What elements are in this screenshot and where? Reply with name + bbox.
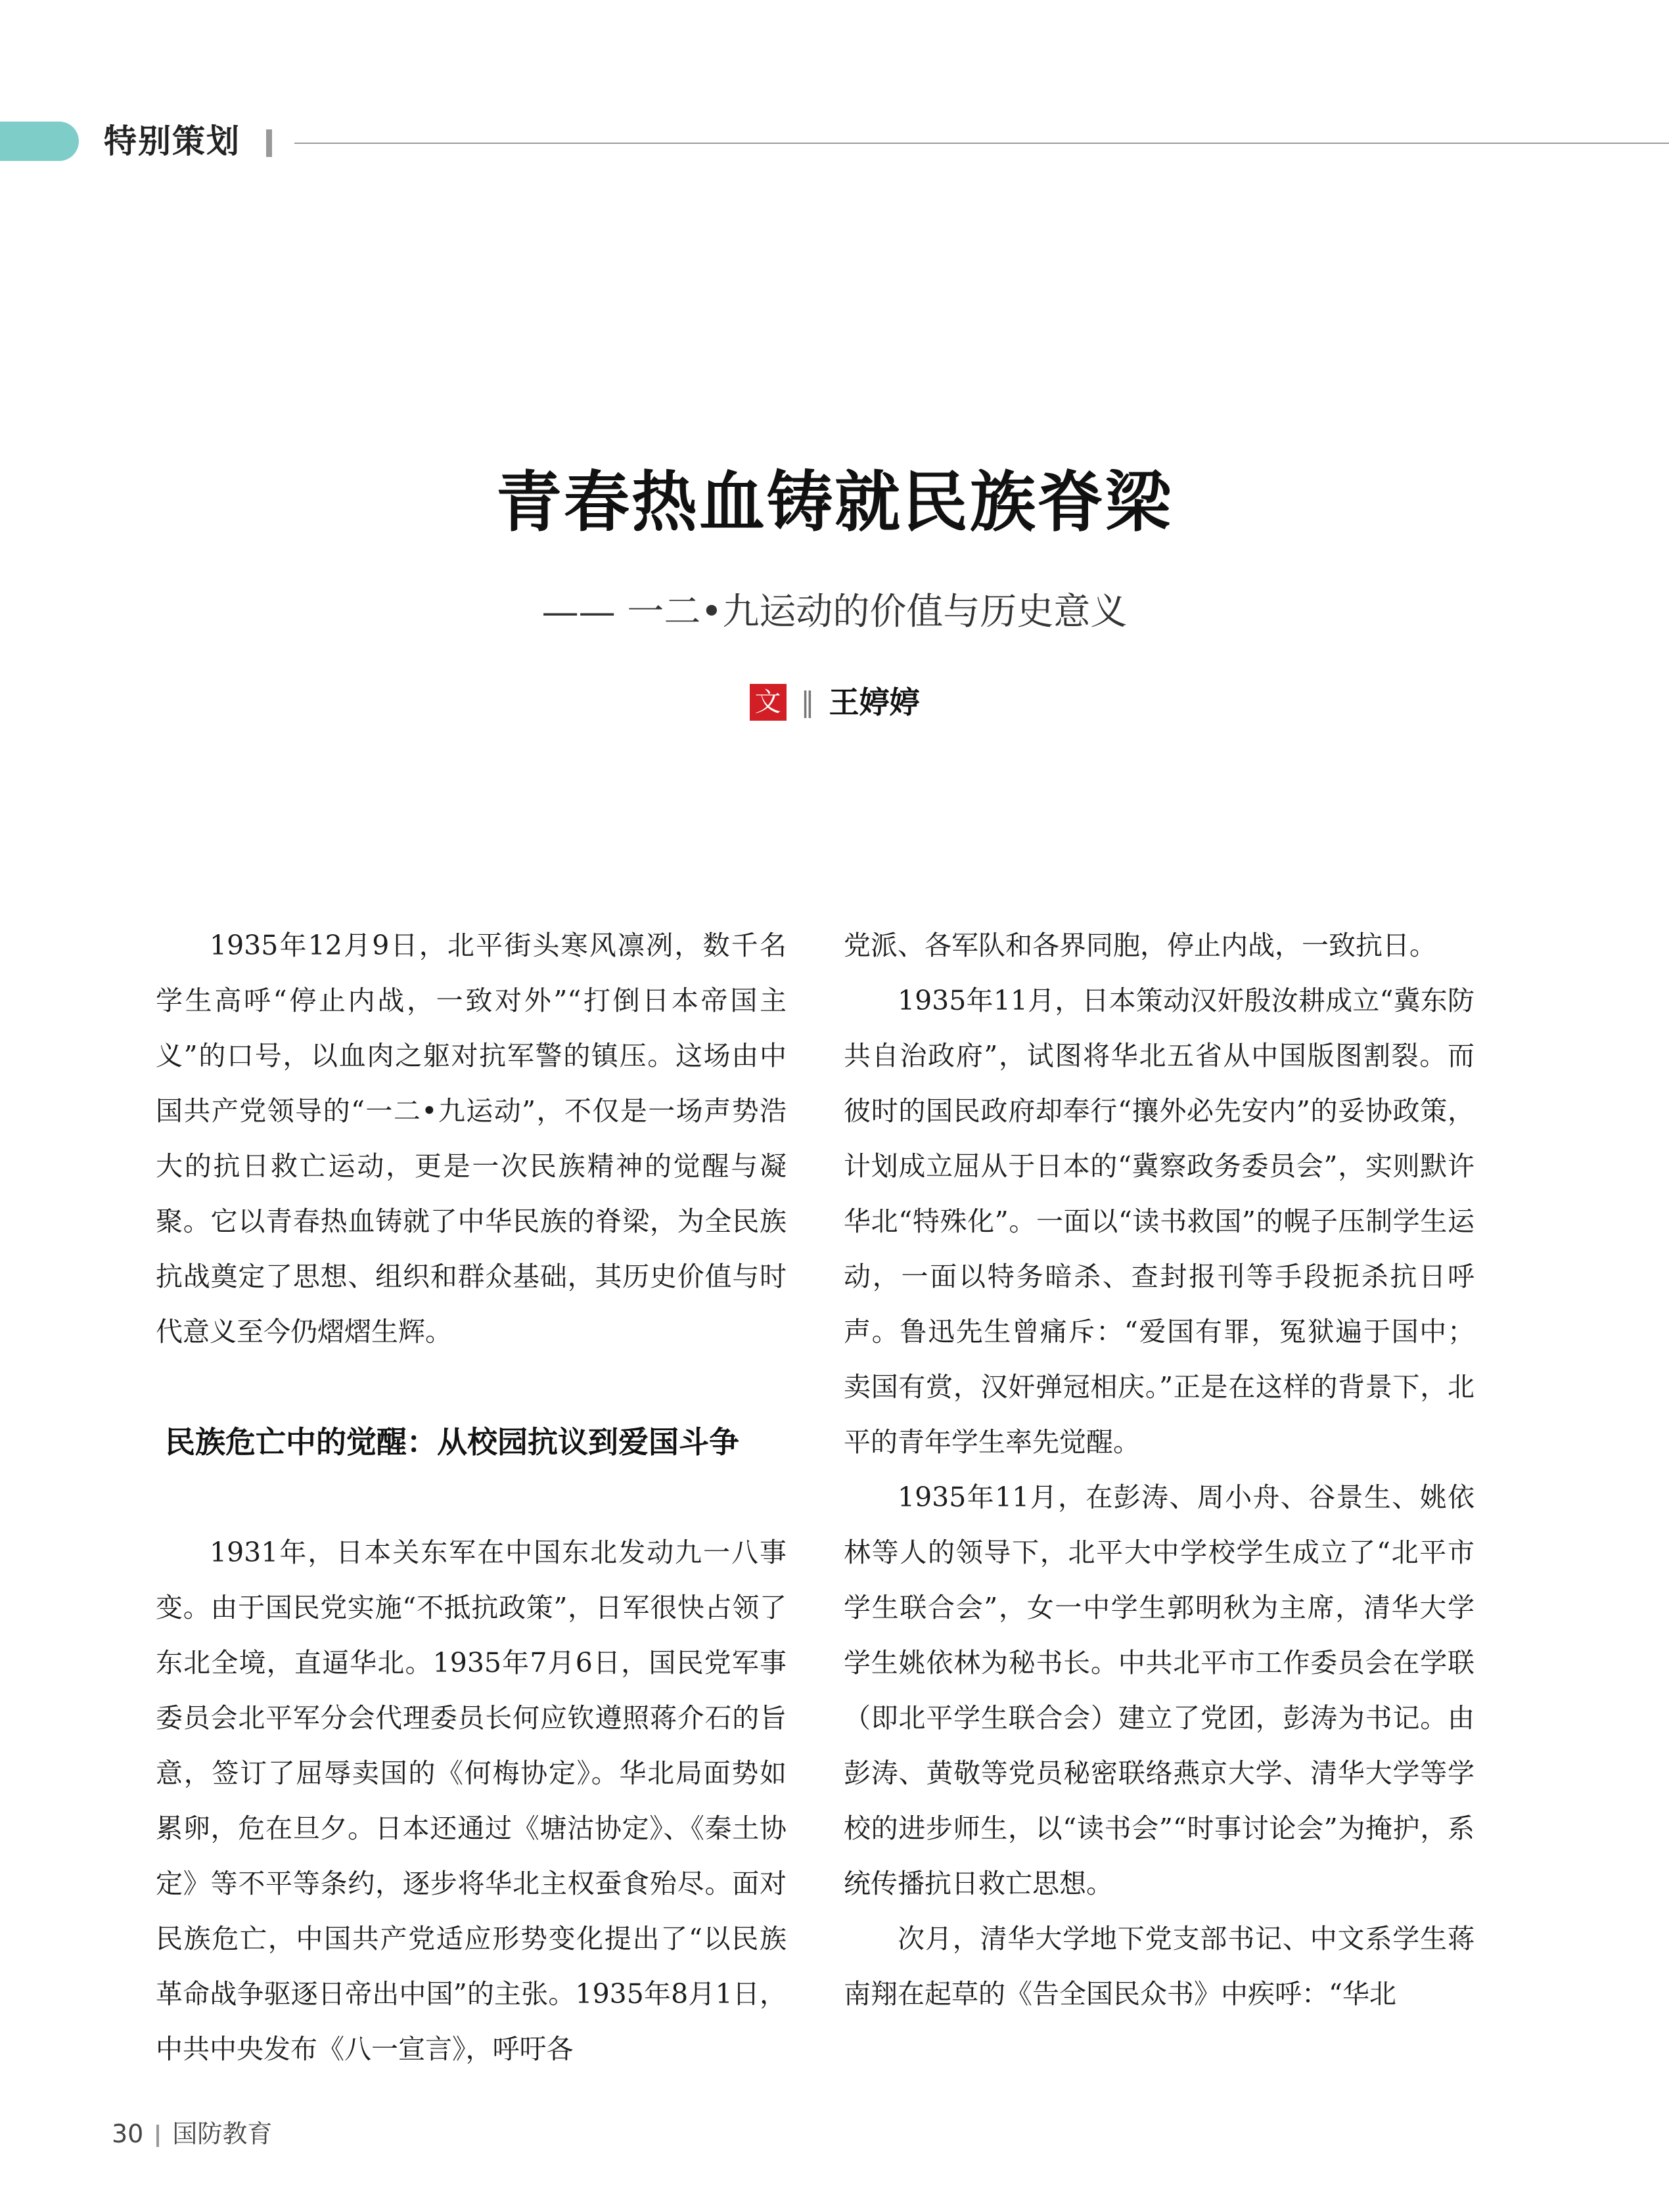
article-title: 青春热血铸就民族脊梁 [496, 464, 1173, 541]
byline-separator: ‖ [800, 685, 815, 718]
section-tab-marker [0, 122, 79, 161]
body-paragraph: 次月，清华大学地下党支部书记、中文系学生蒋南翔在起草的《告全国民众书》中疾呼：“华北 [844, 1923, 1475, 2010]
byline [0, 673, 1669, 729]
footer-divider [156, 2125, 159, 2147]
continued-paragraph: 党派、各军队和各界同胞，停止内战，一致抗日。 [844, 930, 1436, 961]
page-footer [112, 2114, 272, 2154]
body-paragraph: 1931年，日本关东军在中国东北发动九一八事变。由于国民党实施“不抵抗政策”，日军很快占领了东北全境，直逼华北。1935年7月6日，国民党军事委员会北平军分会代理委员长何应钦遵照蒋介石的旨意，签订了屈辱卖国的《何梅协定》。华北局面势如累卵，危在旦夕。日本还通过《塘沽协定》、《秦土协定》等不平等条约，逐步将华北主权蚕食殆尽。面对民族危亡，中国共产党适应形势变化提出了“以民族革命战争驱逐日帝出中国”的主张。1935年8月1日，中共中央发布《八一宣言》，呼吁各 [156, 1537, 787, 2065]
byline-tag: 文 [750, 684, 787, 721]
body-paragraph: 1935年11月，日本策动汉奸殷汝耕成立“冀东防共自治政府”，试图将华北五省从中国版图割裂。而彼时的国民政府却奉行“攘外必先安内”的妥协政策，计划成立屈从于日本的“冀察政务委员会”，实则默许华北“特殊化”。一面以“读书救国”的幌子压制学生运动，一面以特务暗杀、查封报刊等手段扼杀抗日呼声。鲁迅先生曾痛斥：“爱国有罪，冤狱遍于国中；卖国有赏，汉奸弹冠相庆。”正是在这样的背景下，北平的青年学生率先觉醒。 [844, 985, 1475, 1458]
section-label-divider [266, 129, 272, 157]
right-column [844, 918, 1475, 2021]
left-column [156, 918, 787, 2077]
intro-paragraph: 1935年12月9日，北平街头寒风凛冽，数千名学生高呼“停止内战，一致对外”“打倒日本帝国主义”的口号，以血肉之躯对抗军警的镇压。这场由中国共产党领导的“一二•九运动”，不仅是一场声势浩大的抗日救亡运动，更是一次民族精神的觉醒与凝聚。它以青春热血铸就了中华民族的脊梁，为全民族抗战奠定了思想、组织和群众基础，其历史价值与时代意义至今仍熠熠生辉。 [156, 930, 787, 1347]
header-rule [294, 143, 1669, 144]
magazine-name: 国防教育 [172, 2119, 273, 2148]
author-name: 王婷婷 [829, 684, 920, 720]
article-subtitle: —— 一二•九运动的价值与历史意义 [541, 591, 1128, 633]
page-number: 30 [112, 2119, 144, 2148]
body-paragraph: 1935年11月，在彭涛、周小舟、谷景生、姚依林等人的领导下，北平大中学校学生成立了“北平市学生联合会”，女一中学生郭明秋为主席，清华大学学生姚依林为秘书长。中共北平市工作委员会在学联（即北平学生联合会）建立了党团，彭涛为书记。由彭涛、黄敬等党员秘密联络燕京大学、清华大学等学校的进步师生，以“读书会”“时事讨论会”为掩护，系统传播抗日救亡思想。 [844, 1481, 1475, 1899]
section-heading: 民族危亡中的觉醒：从校园抗议到爱国斗争 [165, 1424, 739, 1460]
section-label: 特别策划 [104, 122, 240, 160]
